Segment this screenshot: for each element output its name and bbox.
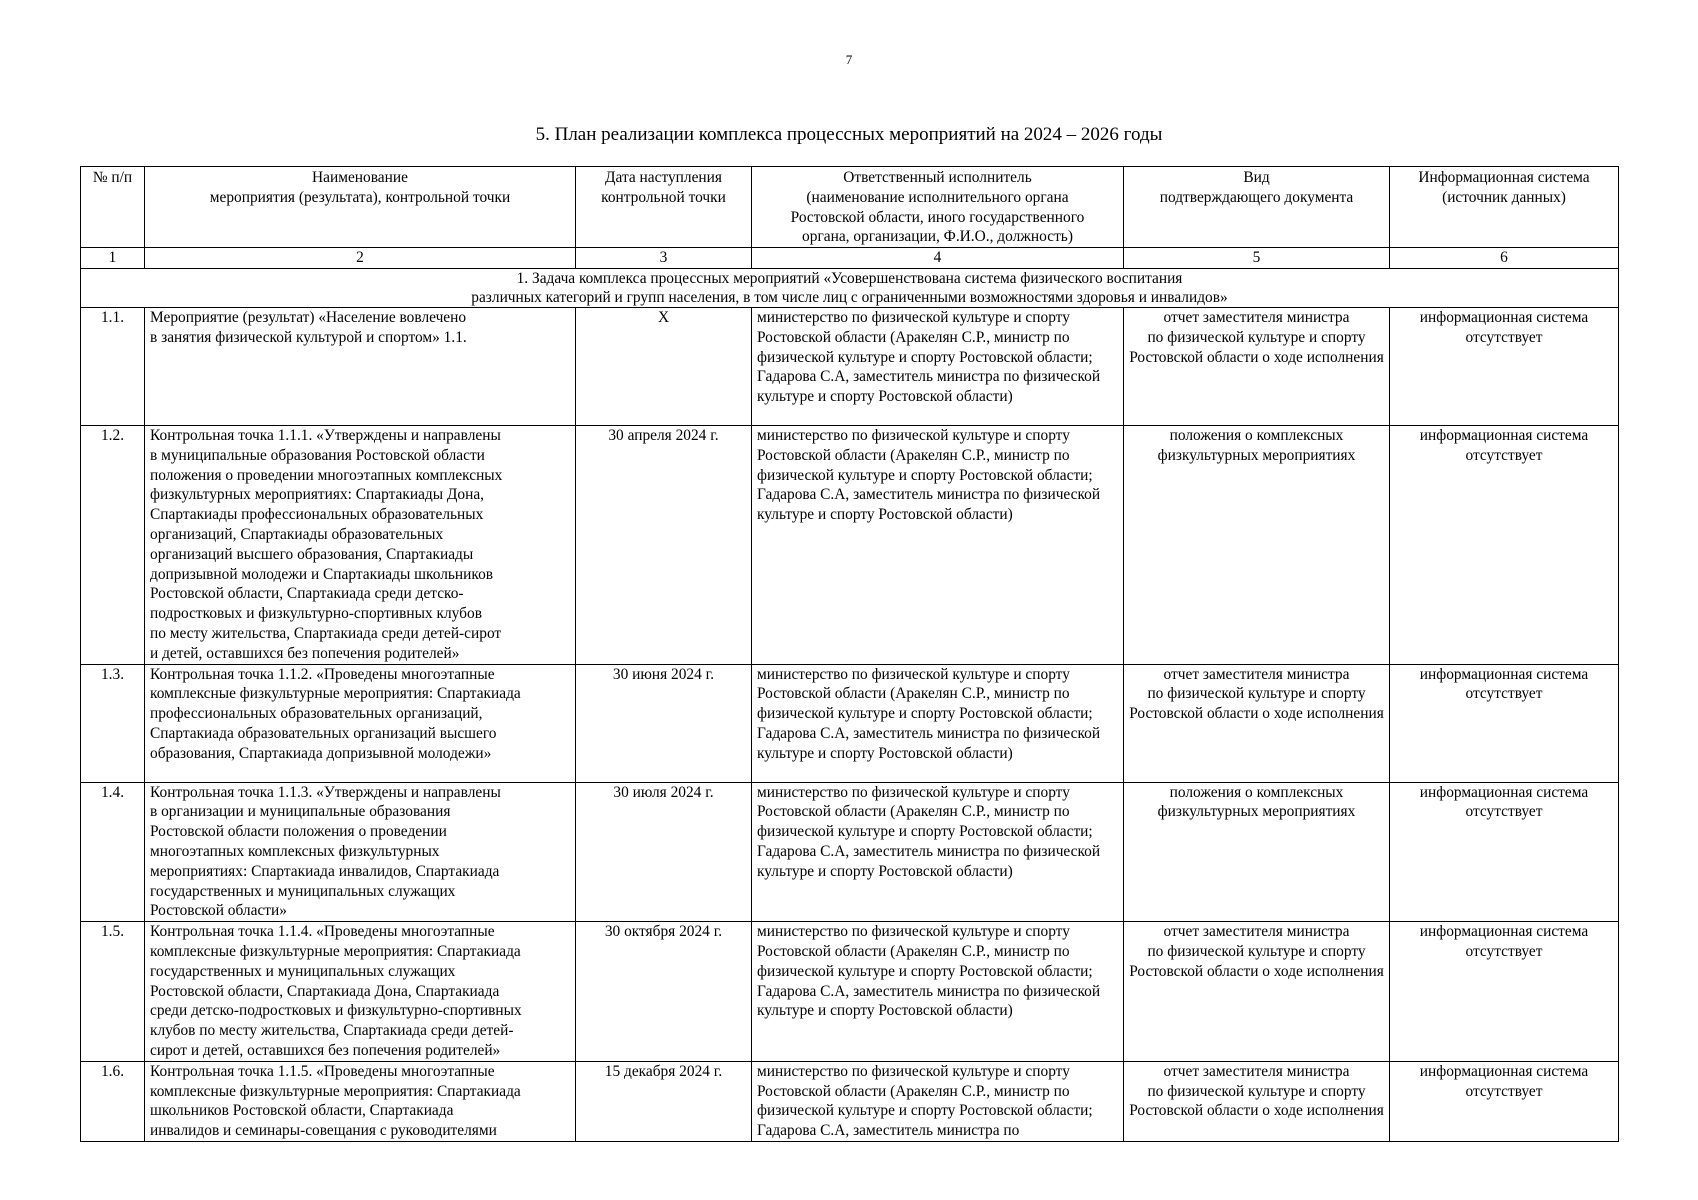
column-number: 3: [576, 248, 752, 269]
row-document: положения о комплексных физкультурных мероприятиях: [1124, 782, 1390, 922]
row-number: 1.5.: [81, 922, 145, 1062]
row-name: Мероприятие (результат) «Население вовлечено в занятия физической культурой и спортом» 1.1.: [145, 307, 576, 425]
row-name: Контрольная точка 1.1.5. «Проведены многоэтапные комплексные физкультурные мероприятия: Спартакиада школьников Ростовской области, Спартакиада инвалидов и семинары-совещания с руководителями: [150, 1062, 521, 1140]
table-row: [81, 782, 1619, 922]
row-number: 1.1.: [81, 307, 145, 425]
row-executor: министерство по физической культуре и спорту Ростовской области (Аракелян С.Р., министр по физической культуре и спорту Ростовской области; Гадарова С.А, заместитель министра по: [757, 1062, 1093, 1140]
table-row: [81, 1061, 1619, 1141]
column-number: 5: [1124, 248, 1390, 269]
header-date: Дата наступления контрольной точки: [576, 167, 752, 248]
header-document: Вид подтверждающего документа: [1124, 167, 1390, 248]
row-document: отчет заместителя министра по физической культуре и спорту Ростовской области о ходе исполнения: [1124, 922, 1390, 1062]
row-document: отчет заместителя министра по физической культуре и спорту Ростовской области о ходе исполнения: [1124, 664, 1390, 782]
row-date: 15 декабря 2024 г.: [576, 1061, 752, 1141]
row-system: информационная система отсутствует: [1390, 922, 1619, 1062]
row-date: 30 апреля 2024 г.: [576, 425, 752, 664]
row-executor: министерство по физической культуре и спорту Ростовской области (Аракелян С.Р., министр по физической культуре и спорту Ростовской области; Гадарова С.А, заместитель министра по физической культуре и спорту Ростовской области): [752, 307, 1124, 425]
table-row: [81, 922, 1619, 1062]
row-date: 30 июля 2024 г.: [576, 782, 752, 922]
row-date: 30 октября 2024 г.: [576, 922, 752, 1062]
implementation-plan-table: [80, 166, 1619, 1142]
header-name: Наименование мероприятия (результата), контрольной точки: [145, 167, 576, 248]
document-title: 5. План реализации комплекса процессных мероприятий на 2024 – 2026 годы: [535, 124, 1163, 145]
row-name: Контрольная точка 1.1.3. «Утверждены и направлены в организации и муниципальные образования Ростовской области положения о проведении многоэтапных комплексных физкультурных мероприятиях: Спартакиада инвалидов, Спартакиада государственных и муниципальных служащих Ростовской области»: [145, 782, 576, 922]
row-system: информационная система отсутствует: [1390, 425, 1619, 664]
row-name: Контрольная точка 1.1.2. «Проведены многоэтапные комплексные физкультурные мероприятия: Спартакиада профессиональных образовательных организаций, Спартакиада образовательных организаций высшего образования, Спартакиада допризывной молодежи»: [145, 664, 576, 782]
row-number: 1.6.: [81, 1061, 145, 1141]
row-executor: министерство по физической культуре и спорту Ростовской области (Аракелян С.Р., министр по физической культуре и спорту Ростовской области; Гадарова С.А, заместитель министра по физической культуре и спорту Ростовской области): [752, 425, 1124, 664]
column-number: 4: [752, 248, 1124, 269]
row-system: информационная система отсутствует: [1390, 664, 1619, 782]
row-date: 30 июня 2024 г.: [576, 664, 752, 782]
row-system: информационная система отсутствует: [1390, 1061, 1619, 1141]
task-heading: 1. Задача комплекса процессных мероприятий «Усовершенствована система физического воспитания различных категорий и групп населения, в том числе лиц с ограниченными возможностями здоровья и инвалидов»: [81, 268, 1619, 307]
row-number: 1.4.: [81, 782, 145, 922]
page-number: 7: [845, 52, 853, 67]
header-system: Информационная система (источник данных): [1390, 167, 1619, 248]
row-executor: министерство по физической культуре и спорту Ростовской области (Аракелян С.Р., министр по физической культуре и спорту Ростовской области; Гадарова С.А, заместитель министра по физической культуре и спорту Ростовской области): [752, 782, 1124, 922]
row-date: X: [576, 307, 752, 425]
task-heading-row: [81, 268, 1619, 307]
row-name: Контрольная точка 1.1.4. «Проведены многоэтапные комплексные физкультурные мероприятия: Спартакиада государственных и муниципальных служащих Ростовской области, Спартакиада Дона, Спартакиада среди детско-подростковых и физкультурно-спортивных клубов по месту жительства, Спартакиада среди детей- сирот и детей, оставшихся без попечения родителей»: [145, 922, 576, 1062]
row-document: отчет заместителя министра по физической культуре и спорту Ростовской области о ходе исполнения: [1129, 1062, 1384, 1120]
row-system: информационная система отсутствует: [1390, 782, 1619, 922]
header-executor: Ответственный исполнитель (наименование исполнительного органа Ростовской области, иного государственного органа, организации, Ф.И.О., должность): [752, 167, 1124, 248]
column-number: 6: [1390, 248, 1619, 269]
row-document: отчет заместителя министра по физической культуре и спорту Ростовской области о ходе исполнения: [1124, 307, 1390, 425]
column-number: 1: [81, 248, 145, 269]
row-number: 1.3.: [81, 664, 145, 782]
row-system: информационная система отсутствует: [1390, 307, 1619, 425]
table-row: [81, 307, 1619, 425]
row-number: 1.2.: [81, 425, 145, 664]
table-row: [81, 425, 1619, 664]
table-header-row: [81, 167, 1619, 248]
row-executor: министерство по физической культуре и спорту Ростовской области (Аракелян С.Р., министр по физической культуре и спорту Ростовской области; Гадарова С.А, заместитель министра по физической культуре и спорту Ростовской области): [752, 922, 1124, 1062]
column-number: 2: [145, 248, 576, 269]
table-row: [81, 664, 1619, 782]
row-name: Контрольная точка 1.1.1. «Утверждены и направлены в муниципальные образования Ростовской области положения о проведении многоэтапных комплексных физкультурных мероприятиях: Спартакиады Дона, Спартакиады профессиональных образовательных организаций, Спартакиады образовательных организаций высшего образования, Спартакиады допризывной молодежи и Спартакиады школьников Ростовской области, Спартакиада среди детско- подростковых и физкультурно-спортивных клубов по месту жительства, Спартакиада среди детей-сирот и детей, оставшихся без попечения родителей»: [145, 425, 576, 664]
header-number: № п/п: [81, 167, 145, 248]
row-document: положения о комплексных физкультурных мероприятиях: [1124, 425, 1390, 664]
column-numbers-row: [81, 248, 1619, 269]
row-executor: министерство по физической культуре и спорту Ростовской области (Аракелян С.Р., министр по физической культуре и спорту Ростовской области; Гадарова С.А, заместитель министра по физической культуре и спорту Ростовской области): [752, 664, 1124, 782]
